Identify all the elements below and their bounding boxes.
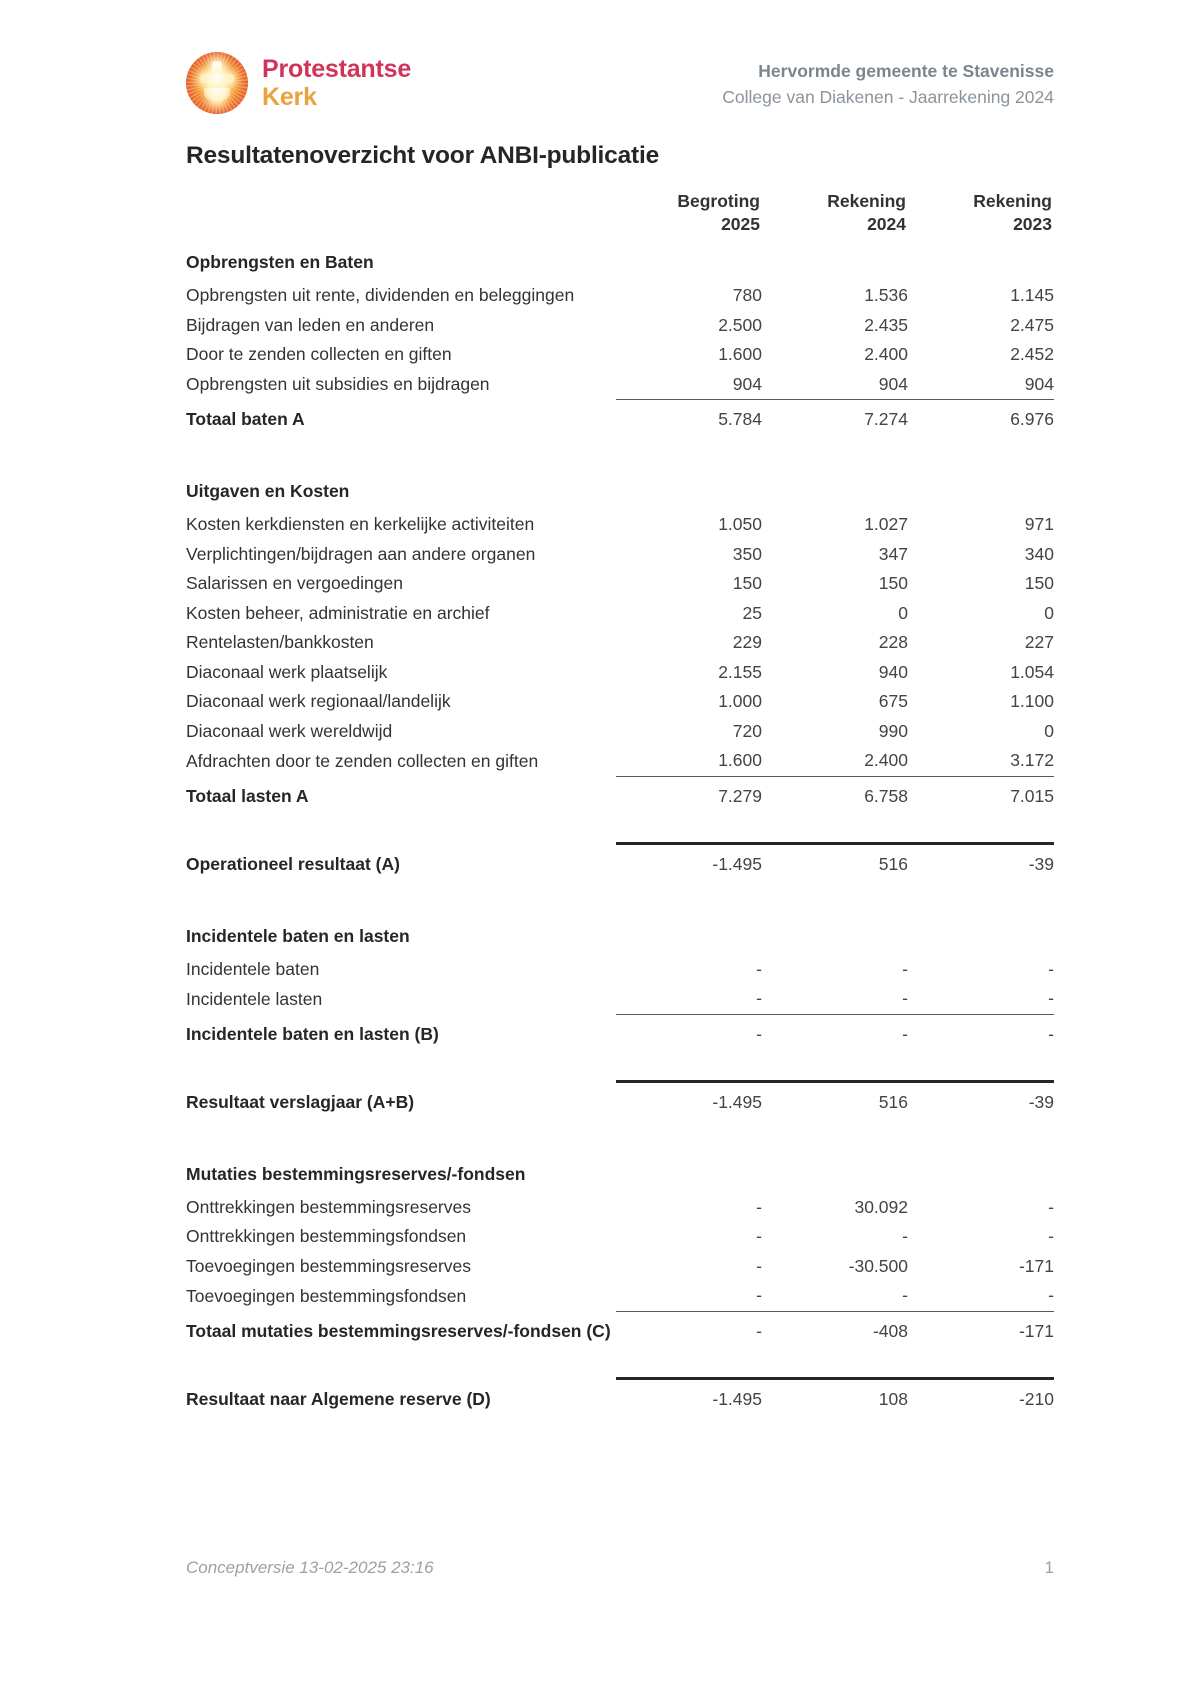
table-row [186, 746, 1054, 776]
table-row [186, 340, 1054, 370]
table-total-row [186, 776, 1054, 812]
row-label: Diaconaal werk regionaal/landelijk [186, 691, 451, 712]
section-heading-uitgaven: Uitgaven en Kosten [186, 481, 350, 502]
row-value-2025: 1.050 [718, 514, 762, 535]
row-value-2025: 780 [732, 285, 762, 306]
brand-line-1: Protestantse [262, 55, 412, 83]
row-value-2024: - [902, 988, 908, 1009]
row-label: Onttrekkingen bestemmingsreserves [186, 1196, 471, 1217]
row-label: Incidentele baten [186, 958, 320, 979]
total-value-2025: 5.784 [616, 400, 762, 436]
total-value-2024: 7.274 [762, 400, 908, 436]
operational-result-2023: -39 [908, 843, 1054, 880]
row-value-2023: 3.172 [1010, 750, 1054, 771]
row-value-2023: - [1048, 988, 1054, 1009]
row-label: Diaconaal werk plaatselijk [186, 661, 388, 682]
row-value-2023: 1.100 [1010, 691, 1054, 712]
table-row [186, 717, 1054, 747]
row-value-2025: 1.600 [718, 750, 762, 771]
final-result-2025: -1.495 [616, 1378, 762, 1415]
table-row [186, 540, 1054, 570]
row-label: Door te zenden collecten en giften [186, 344, 452, 365]
total-value-2023: 6.976 [908, 400, 1054, 436]
row-value-2023: 904 [1024, 373, 1054, 394]
total-value-2023: 7.015 [908, 776, 1054, 812]
column-header-rekening-2024-line2: 2024 [867, 214, 906, 235]
column-header-begroting-2025-line2: 2025 [721, 214, 760, 235]
row-label: Diaconaal werk wereldwijd [186, 720, 393, 741]
row-value-2024: 228 [878, 632, 908, 653]
table-row [186, 1252, 1054, 1282]
total-value-2025: - [616, 1311, 762, 1347]
row-value-2023: -171 [1018, 1255, 1054, 1276]
row-value-2023: 2.475 [1010, 314, 1054, 335]
year-result-2024: 516 [762, 1081, 908, 1118]
section-heading-row [186, 1148, 1054, 1193]
year-result-label: Resultaat verslagjaar (A+B) [186, 1091, 415, 1112]
section-heading-row [186, 910, 1054, 955]
section-heading-opbrengsten: Opbrengsten en Baten [186, 252, 374, 273]
header-identification [722, 52, 1054, 111]
final-result-2023: -210 [908, 1378, 1054, 1415]
row-value-2025: - [756, 958, 762, 979]
row-label: Afdrachten door te zenden collecten en giften [186, 750, 539, 771]
table-row [186, 370, 1054, 400]
row-value-2025: 1.600 [718, 344, 762, 365]
column-header-rekening-2023-line1: Rekening [973, 191, 1052, 211]
table-row [186, 658, 1054, 688]
row-label: Kosten kerkdiensten en kerkelijke activiteiten [186, 514, 535, 535]
table-total-row [186, 1311, 1054, 1347]
row-value-2023: 971 [1024, 514, 1054, 535]
table-row [186, 599, 1054, 629]
row-value-2025: 25 [742, 602, 762, 623]
table-row [186, 1193, 1054, 1223]
row-value-2024: 2.400 [864, 344, 908, 365]
row-value-2025: 350 [732, 543, 762, 564]
row-label: Toevoegingen bestemmingsreserves [186, 1255, 472, 1276]
table-row [186, 569, 1054, 599]
row-label: Salarissen en vergoedingen [186, 573, 403, 594]
brand-line-2: Kerk [262, 83, 317, 111]
final-result-2024: 108 [762, 1378, 908, 1415]
year-result-2025: -1.495 [616, 1081, 762, 1118]
row-value-2023: - [1048, 1226, 1054, 1247]
total-value-2023: - [908, 1014, 1054, 1050]
page-title: Resultatenoverzicht voor ANBI-publicatie [186, 142, 660, 169]
row-value-2025: 2.500 [718, 314, 762, 335]
total-label: Incidentele baten en lasten (B) [186, 1023, 439, 1044]
row-value-2025: 229 [732, 632, 762, 653]
row-value-2024: - [902, 1226, 908, 1247]
row-label: Incidentele lasten [186, 988, 323, 1009]
row-label: Kosten beheer, administratie en archief [186, 602, 490, 623]
dove-icon [204, 88, 230, 101]
row-value-2024: 1.536 [864, 285, 908, 306]
final-result-row [186, 1378, 1054, 1415]
row-label: Verplichtingen/bijdragen aan andere organen [186, 543, 536, 564]
row-value-2023: - [1048, 1196, 1054, 1217]
row-value-2023: - [1048, 1285, 1054, 1306]
final-result-label: Resultaat naar Algemene reserve (D) [186, 1388, 491, 1409]
operational-result-label: Operationeel resultaat (A) [186, 853, 400, 874]
operational-result-2024: 516 [762, 843, 908, 880]
section-heading-mutaties: Mutaties bestemmingsreserves/-fondsen [186, 1163, 526, 1184]
row-spacer [186, 880, 1054, 910]
row-value-2024: 0 [898, 602, 908, 623]
column-header-begroting-2025-line1: Begroting [677, 191, 760, 211]
row-value-2023: 1.054 [1010, 661, 1054, 682]
operational-result-row [186, 843, 1054, 880]
row-value-2024: - [902, 958, 908, 979]
row-value-2023: 227 [1024, 632, 1054, 653]
row-value-2025: 150 [732, 573, 762, 594]
row-value-2025: - [756, 1285, 762, 1306]
page-header [186, 52, 1054, 114]
table-row [186, 1281, 1054, 1311]
row-value-2023: - [1048, 958, 1054, 979]
brand-logo [186, 52, 411, 114]
row-value-2024: 150 [878, 573, 908, 594]
row-label: Bijdragen van leden en anderen [186, 314, 435, 335]
row-spacer [186, 435, 1054, 465]
row-value-2025: - [756, 1196, 762, 1217]
table-row [186, 628, 1054, 658]
footer-page-number: 1 [1044, 1558, 1054, 1577]
table-column-headers-year [186, 213, 1054, 236]
total-label: Totaal lasten A [186, 785, 309, 806]
row-value-2024: 347 [878, 543, 908, 564]
total-value-2024: 6.758 [762, 776, 908, 812]
column-header-blank-2 [186, 213, 616, 236]
year-result-row [186, 1081, 1054, 1118]
total-value-2023: -171 [908, 1311, 1054, 1347]
row-value-2024: 30.092 [854, 1196, 908, 1217]
column-header-rekening-2024-line1: Rekening [827, 191, 906, 211]
row-value-2023: 0 [1044, 602, 1054, 623]
row-value-2025: 1.000 [718, 691, 762, 712]
footer-version-text: Conceptversie 13-02-2025 23:16 [186, 1558, 434, 1577]
row-spacer [186, 1347, 1054, 1379]
row-value-2023: 340 [1024, 543, 1054, 564]
row-label: Onttrekkingen bestemmingsfondsen [186, 1226, 467, 1247]
table-row [186, 984, 1054, 1014]
organisation-name: Hervormde gemeente te Stavenisse [758, 61, 1054, 81]
table-row [186, 1222, 1054, 1252]
brand-wordmark [262, 55, 411, 111]
table-column-headers [186, 190, 1054, 213]
row-value-2023: 150 [1024, 573, 1054, 594]
total-label: Totaal mutaties bestemmingsreserves/-fondsen (C) [186, 1320, 611, 1341]
section-heading-incidentele: Incidentele baten en lasten [186, 925, 410, 946]
row-value-2024: 1.027 [864, 514, 908, 535]
row-spacer [186, 1050, 1054, 1082]
total-value-2024: -408 [762, 1311, 908, 1347]
row-value-2024: 990 [878, 720, 908, 741]
table-total-row [186, 1014, 1054, 1050]
row-value-2024: 2.435 [864, 314, 908, 335]
row-value-2023: 1.145 [1010, 285, 1054, 306]
row-spacer [186, 812, 1054, 844]
row-value-2024: 2.400 [864, 750, 908, 771]
row-value-2024: -30.500 [848, 1255, 908, 1276]
row-label: Opbrengsten uit rente, dividenden en beleggingen [186, 285, 575, 306]
row-value-2025: - [756, 1226, 762, 1247]
organisation-subtitle: College van Diakenen - Jaarrekening 2024 [722, 87, 1054, 108]
row-value-2024: 904 [878, 373, 908, 394]
table-row [186, 281, 1054, 311]
column-header-rekening-2023-line2: 2023 [1013, 214, 1052, 235]
row-value-2024: - [902, 1285, 908, 1306]
row-label: Toevoegingen bestemmingsfondsen [186, 1285, 467, 1306]
table-row [186, 955, 1054, 985]
table-total-row [186, 400, 1054, 436]
row-value-2023: 0 [1044, 720, 1054, 741]
row-value-2024: 940 [878, 661, 908, 682]
section-heading-row [186, 236, 1054, 281]
row-value-2023: 2.452 [1010, 344, 1054, 365]
row-label: Rentelasten/bankkosten [186, 632, 374, 653]
row-value-2025: - [756, 1255, 762, 1276]
protestant-church-sunburst-logo-icon [186, 52, 248, 114]
row-value-2025: 904 [732, 373, 762, 394]
row-value-2025: - [756, 988, 762, 1009]
total-label: Totaal baten A [186, 409, 305, 430]
results-overview-table [186, 190, 1054, 1415]
row-spacer [186, 1118, 1054, 1148]
row-label: Opbrengsten uit subsidies en bijdragen [186, 374, 490, 395]
table-row [186, 311, 1054, 341]
total-value-2025: 7.279 [616, 776, 762, 812]
operational-result-2025: -1.495 [616, 843, 762, 880]
total-value-2025: - [616, 1014, 762, 1050]
row-value-2024: 675 [878, 691, 908, 712]
total-value-2024: - [762, 1014, 908, 1050]
table-row [186, 510, 1054, 540]
row-value-2025: 2.155 [718, 661, 762, 682]
row-value-2025: 720 [732, 720, 762, 741]
page-footer [186, 1558, 1054, 1578]
column-header-blank [186, 190, 616, 213]
section-heading-row [186, 465, 1054, 510]
table-row [186, 687, 1054, 717]
year-result-2023: -39 [908, 1081, 1054, 1118]
